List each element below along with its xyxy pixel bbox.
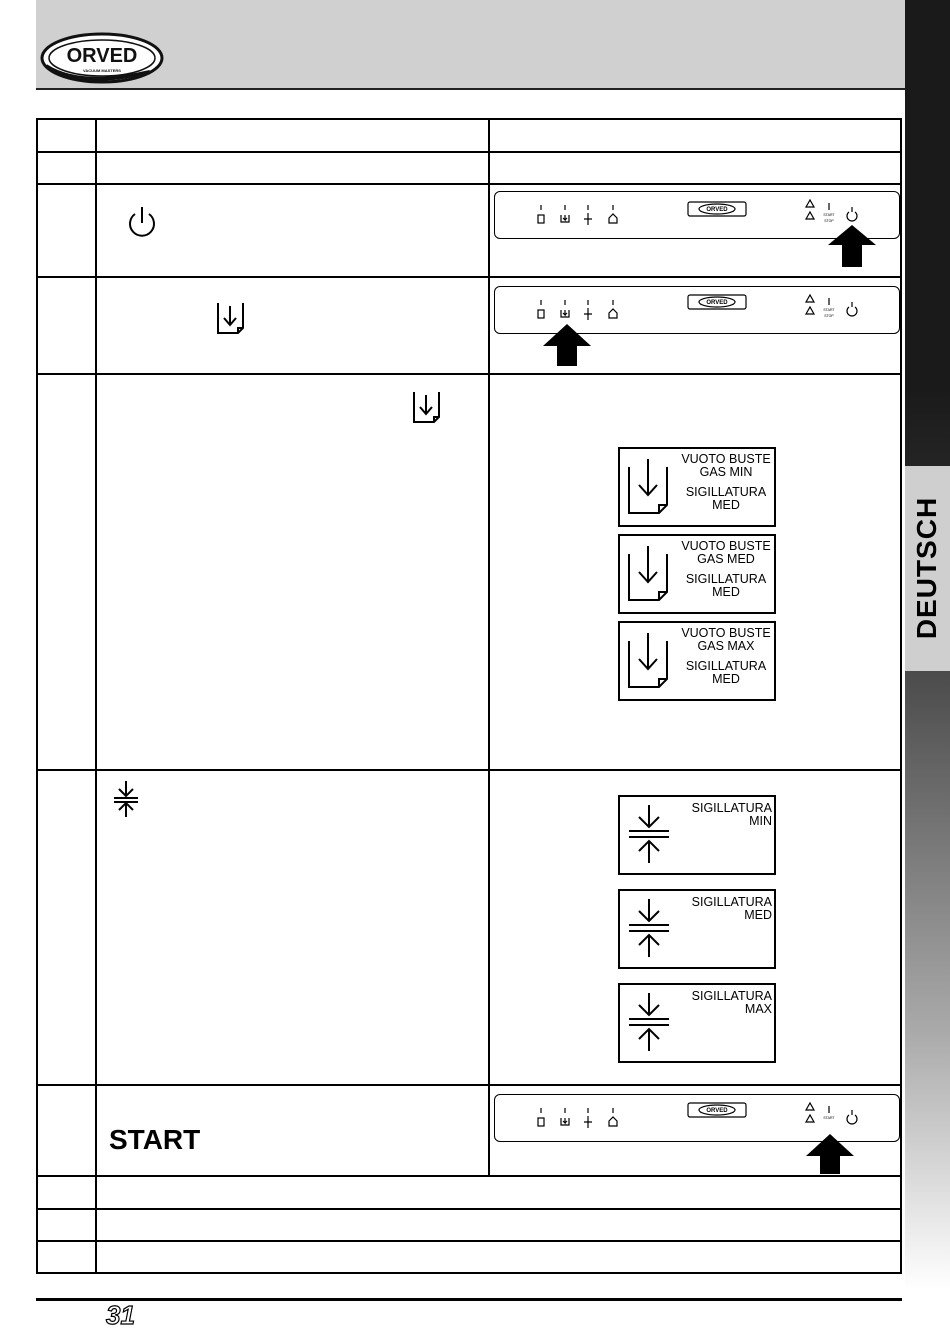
panel-start-label: START bbox=[823, 1116, 835, 1120]
lcd-line: SIGILLATURA bbox=[691, 989, 772, 1003]
table-row-power bbox=[37, 184, 901, 277]
power-icon bbox=[125, 205, 159, 241]
lcd-line: SIGILLATURA bbox=[685, 572, 767, 586]
vacuum-bag-icon bbox=[626, 455, 672, 517]
vacuum-bag-icon bbox=[411, 389, 443, 427]
lcd-display bbox=[618, 983, 776, 1063]
page-header bbox=[36, 0, 905, 90]
logo-text: ORVED bbox=[66, 45, 138, 67]
control-panel-graphics bbox=[490, 1086, 902, 1176]
lcd-line: VUOTO BUSTE bbox=[681, 539, 771, 553]
panel-logo-text: ORVED bbox=[706, 207, 728, 213]
start-label: START bbox=[109, 1124, 201, 1155]
table-row-vacuum-settings bbox=[37, 374, 901, 770]
lcd-line: GAS MED bbox=[697, 552, 755, 566]
panel-logo-text: ORVED bbox=[706, 300, 728, 306]
panel-logo-text: ORVED bbox=[706, 1108, 728, 1114]
panel-stop-label: STOP bbox=[824, 314, 834, 318]
lcd-display bbox=[618, 795, 776, 875]
table-row-start bbox=[37, 1085, 901, 1176]
lcd-line: SIGILLATURA bbox=[691, 801, 772, 815]
seal-icon bbox=[626, 801, 672, 867]
lcd-line: MED bbox=[744, 908, 772, 922]
seal-icon bbox=[111, 779, 141, 819]
table-header-row bbox=[37, 119, 901, 152]
lcd-line: SIGILLATURA bbox=[685, 659, 767, 673]
lcd-line: GAS MAX bbox=[697, 639, 755, 653]
page-number: 31 bbox=[106, 1300, 135, 1330]
table-row-sealing-settings bbox=[37, 770, 901, 1085]
lcd-line: MED bbox=[712, 672, 740, 686]
footer-rule bbox=[36, 1298, 902, 1301]
orved-logo bbox=[40, 30, 164, 86]
control-panel-graphics bbox=[490, 278, 902, 374]
language-tab-label: DEUTSCH bbox=[911, 496, 942, 640]
seal-icon bbox=[626, 895, 672, 961]
lcd-line: SIGILLATURA bbox=[685, 485, 767, 499]
lcd-line: GAS MIN bbox=[699, 465, 753, 479]
pointer-arrow bbox=[828, 225, 876, 267]
lcd-line: MIN bbox=[749, 814, 772, 828]
lcd-line: MED bbox=[712, 498, 740, 512]
table-row-vacuum-bag bbox=[37, 277, 901, 374]
seal-icon bbox=[626, 989, 672, 1055]
vacuum-bag-icon bbox=[626, 629, 672, 691]
lcd-line: MED bbox=[712, 585, 740, 599]
panel-start-label: START bbox=[823, 308, 835, 312]
language-tab-label-wrap bbox=[912, 468, 942, 668]
lcd-display bbox=[618, 621, 776, 701]
vacuum-bag-icon bbox=[215, 300, 247, 338]
panel-stop-label: STOP bbox=[824, 219, 834, 223]
instruction-table bbox=[36, 118, 902, 1274]
vacuum-bag-icon bbox=[626, 542, 672, 604]
table-row bbox=[37, 1241, 901, 1273]
table-row bbox=[37, 1176, 901, 1209]
control-panel-graphics bbox=[490, 185, 902, 277]
lcd-display bbox=[618, 447, 776, 527]
pointer-arrow bbox=[806, 1134, 854, 1174]
table-row bbox=[37, 1209, 901, 1241]
panel-start-label: START bbox=[823, 213, 835, 217]
lcd-display bbox=[618, 889, 776, 969]
lcd-line: MAX bbox=[744, 1002, 772, 1016]
pointer-arrow bbox=[543, 324, 591, 366]
lcd-display bbox=[618, 534, 776, 614]
lcd-line: VUOTO BUSTE bbox=[681, 626, 771, 640]
lcd-line: SIGILLATURA bbox=[691, 895, 772, 909]
lcd-line: VUOTO BUSTE bbox=[681, 452, 771, 466]
table-row bbox=[37, 152, 901, 184]
logo-subtext: VACUUM MASTERS bbox=[83, 68, 121, 73]
